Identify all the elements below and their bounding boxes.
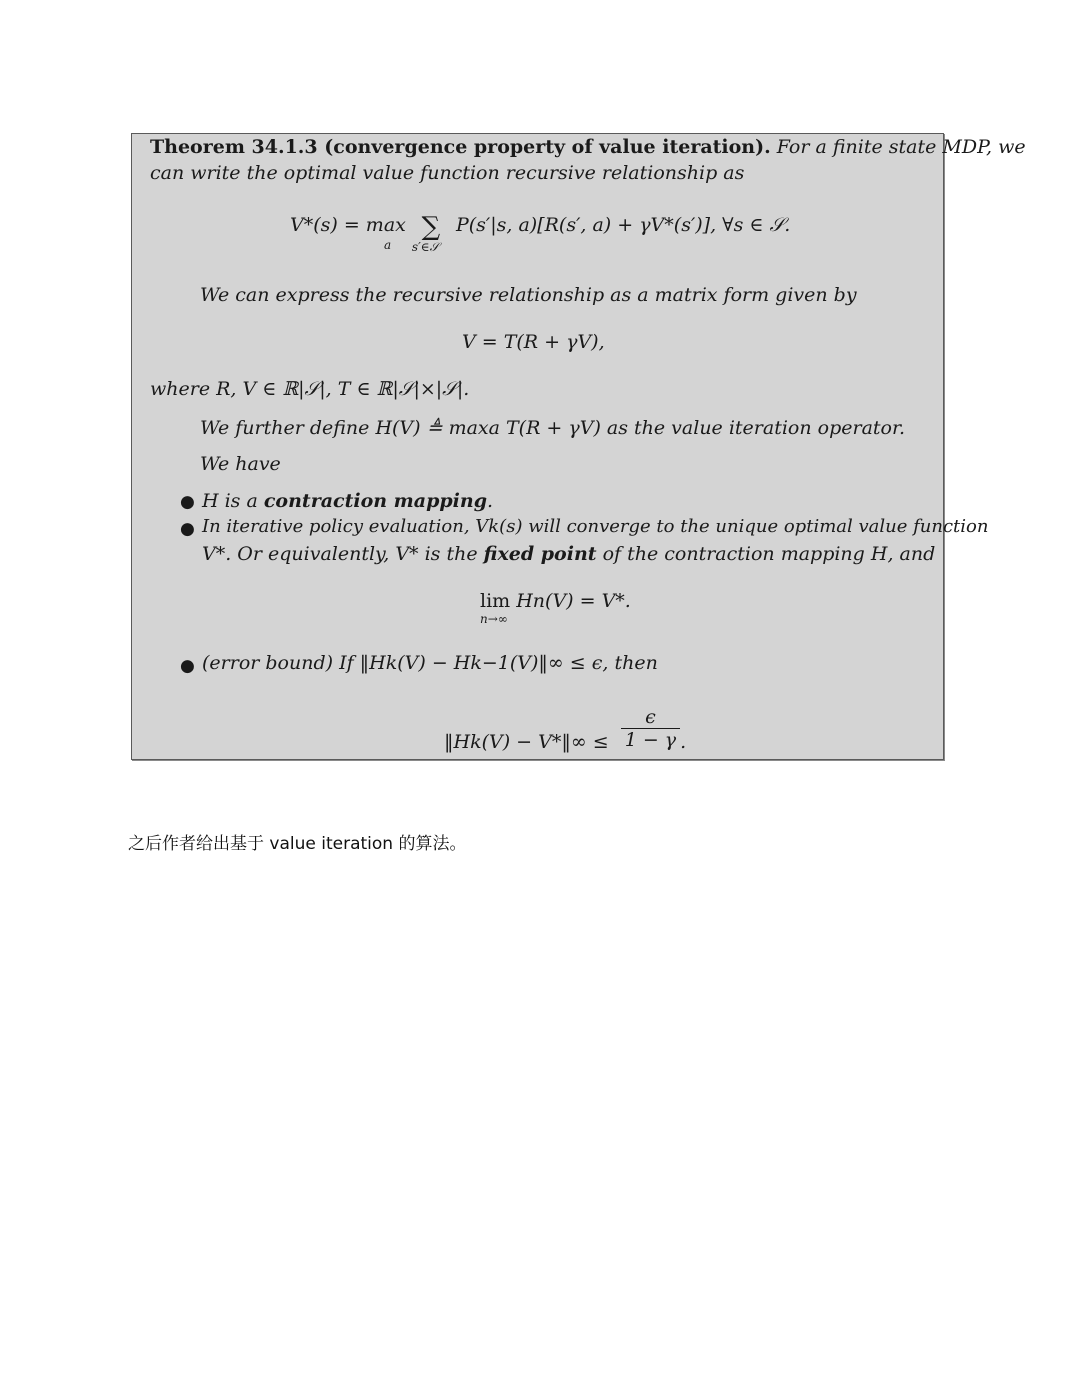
bullet-2-line2-pre: V*. Or equivalently, V* is the [202, 543, 478, 565]
bullet-1-post: . [486, 490, 494, 512]
sum-symbol: ∑ [421, 212, 441, 242]
caption-text: 之后作者给出基于 value iteration 的算法。 [128, 834, 467, 854]
eq4-num: ϵ [621, 706, 680, 729]
bullet-dot: ● [180, 656, 195, 676]
we-have-line: We have [200, 453, 281, 475]
theorem-box [131, 133, 1026, 760]
equation-error-bound [444, 706, 686, 751]
eq4-lhs: ‖Hk(V) − V*‖∞ ≤ [444, 730, 609, 753]
theorem-intro-tail: For a finite state MDP, we [776, 136, 1026, 158]
theorem-heading: Theorem 34.1.3 (convergence property of value iteration). [150, 136, 771, 158]
bullet-2-line2 [202, 543, 935, 565]
eq4-den: 1 − γ [624, 729, 677, 751]
eq3-sub: n→∞ [480, 612, 508, 626]
eq3-rhs: Hn(V) = V*. [516, 590, 631, 612]
matrix-intro: We can express the recursive relationship as a matrix form given by [200, 284, 857, 306]
equation-bellman [290, 208, 791, 254]
bullet-1-pre: H is a [202, 490, 258, 512]
bullet-2-line1: In iterative policy evaluation, Vk(s) will converge to the unique optimal value function [202, 516, 989, 537]
where-line: where R, V ∈ ℝ|𝒮|, T ∈ ℝ|𝒮|×|𝒮|. [150, 378, 470, 400]
equation-matrix: V = T(R + γV), [462, 331, 605, 353]
bullet-3: (error bound) If ‖Hk(V) − Hk−1(V)‖∞ ≤ ϵ, then [202, 652, 658, 674]
bullet-1-bold: contraction mapping [263, 490, 487, 512]
bullet-1 [202, 490, 493, 512]
bullet-dot: ● [180, 492, 195, 512]
theorem-heading-line [150, 136, 1026, 158]
eq1-max-sub: a [384, 238, 392, 252]
eq1-lhs: V*(s) = max [290, 214, 406, 236]
define-line: We further define H(V) ≜ maxa T(R + γV) as the value iteration operator. [200, 417, 906, 439]
theorem-intro-line2: can write the optimal value function recursive relationship as [150, 162, 745, 184]
eq4-end: . [680, 730, 687, 753]
bullet-2-bold: fixed point [483, 543, 597, 565]
eq1-sum-sub: s′∈𝒮 [411, 240, 439, 254]
bullet-dot: ● [180, 519, 195, 539]
eq1-rhs: P(s′|s, a)[R(s′, a) + γV*(s′)], ∀s ∈ 𝒮. [455, 214, 791, 236]
equation-limit [480, 590, 631, 626]
eq3-lim: lim [480, 590, 511, 612]
eq4-fraction [621, 706, 680, 751]
bullet-2-line2-post: of the contraction mapping H, and [602, 543, 936, 565]
